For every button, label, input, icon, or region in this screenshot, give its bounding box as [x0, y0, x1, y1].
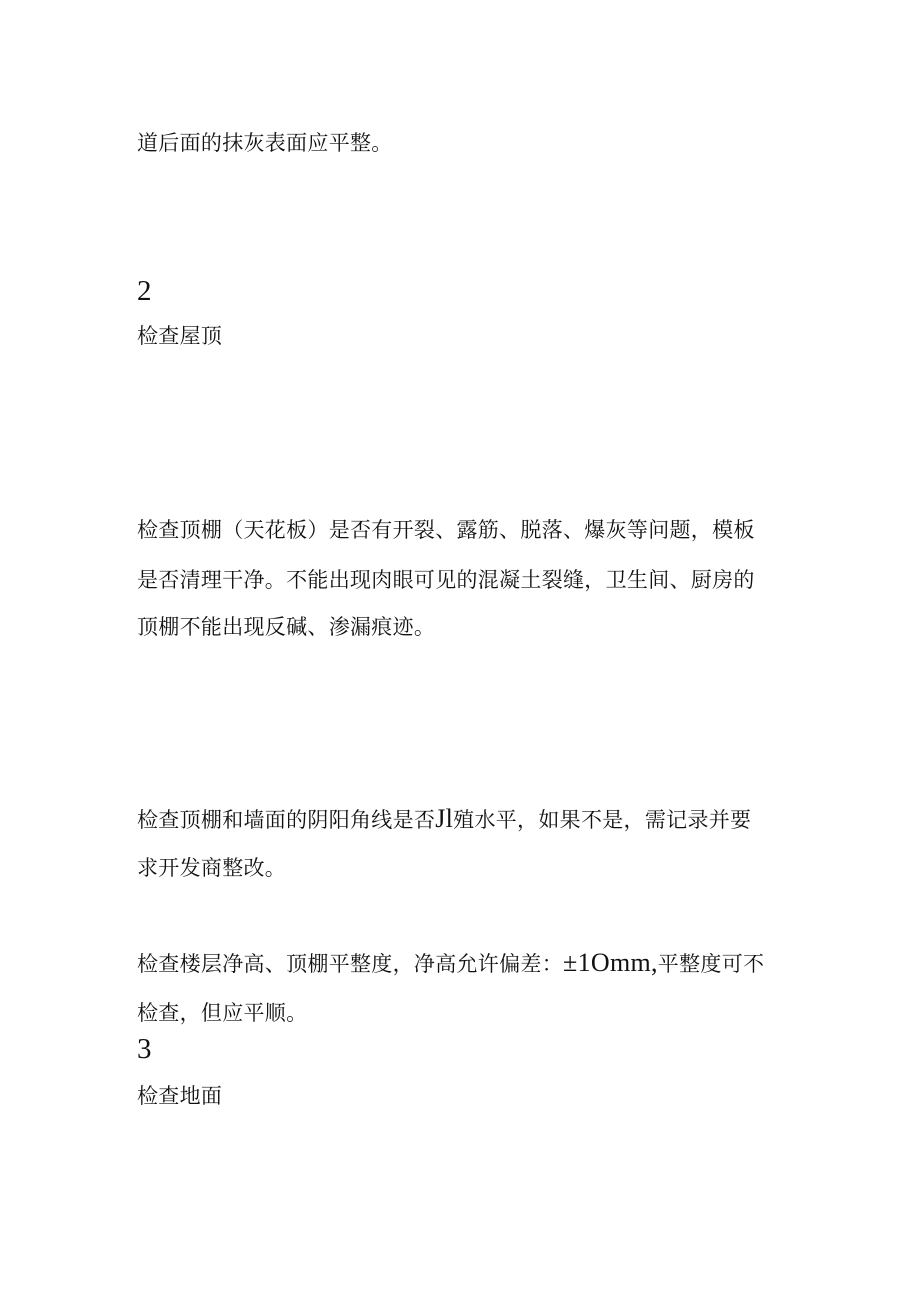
section-number: 2 — [137, 275, 152, 307]
text-run-latin: ±1Omm, — [563, 948, 658, 977]
paragraph-line: 检查，但应平顺。 — [137, 1001, 308, 1025]
section-heading: 检查屋顶 — [137, 324, 223, 348]
paragraph-line: 顶棚不能出现反碱、渗漏痕迹。 — [137, 615, 436, 639]
paragraph-line: 是否清理干净。不能出现肉眼可见的混凝土裂缝，卫生间、厨房的 — [137, 568, 755, 592]
text-run: 检查楼层净高、顶棚平整度，净高允许偏差： — [137, 952, 563, 976]
section-heading: 检查地面 — [137, 1084, 223, 1108]
text-run-latin: Jl — [435, 804, 454, 833]
text-run: 检查顶棚和墙面的阴阳角线是否 — [137, 808, 436, 832]
paragraph-line: 求开发商整改。 — [137, 856, 287, 880]
text-run: 平整度可不 — [657, 952, 765, 976]
text-run: 殖水平，如果不是，需记录并要 — [453, 808, 752, 832]
paragraph-line — [137, 804, 752, 833]
paragraph-line — [137, 948, 765, 977]
section-number: 3 — [137, 1033, 152, 1065]
paragraph-line: 检查顶棚（天花板）是否有开裂、露筋、脱落、爆灰等问题，模板 — [137, 518, 755, 542]
paragraph-line: 道后面的抹灰表面应平整。 — [137, 131, 393, 155]
